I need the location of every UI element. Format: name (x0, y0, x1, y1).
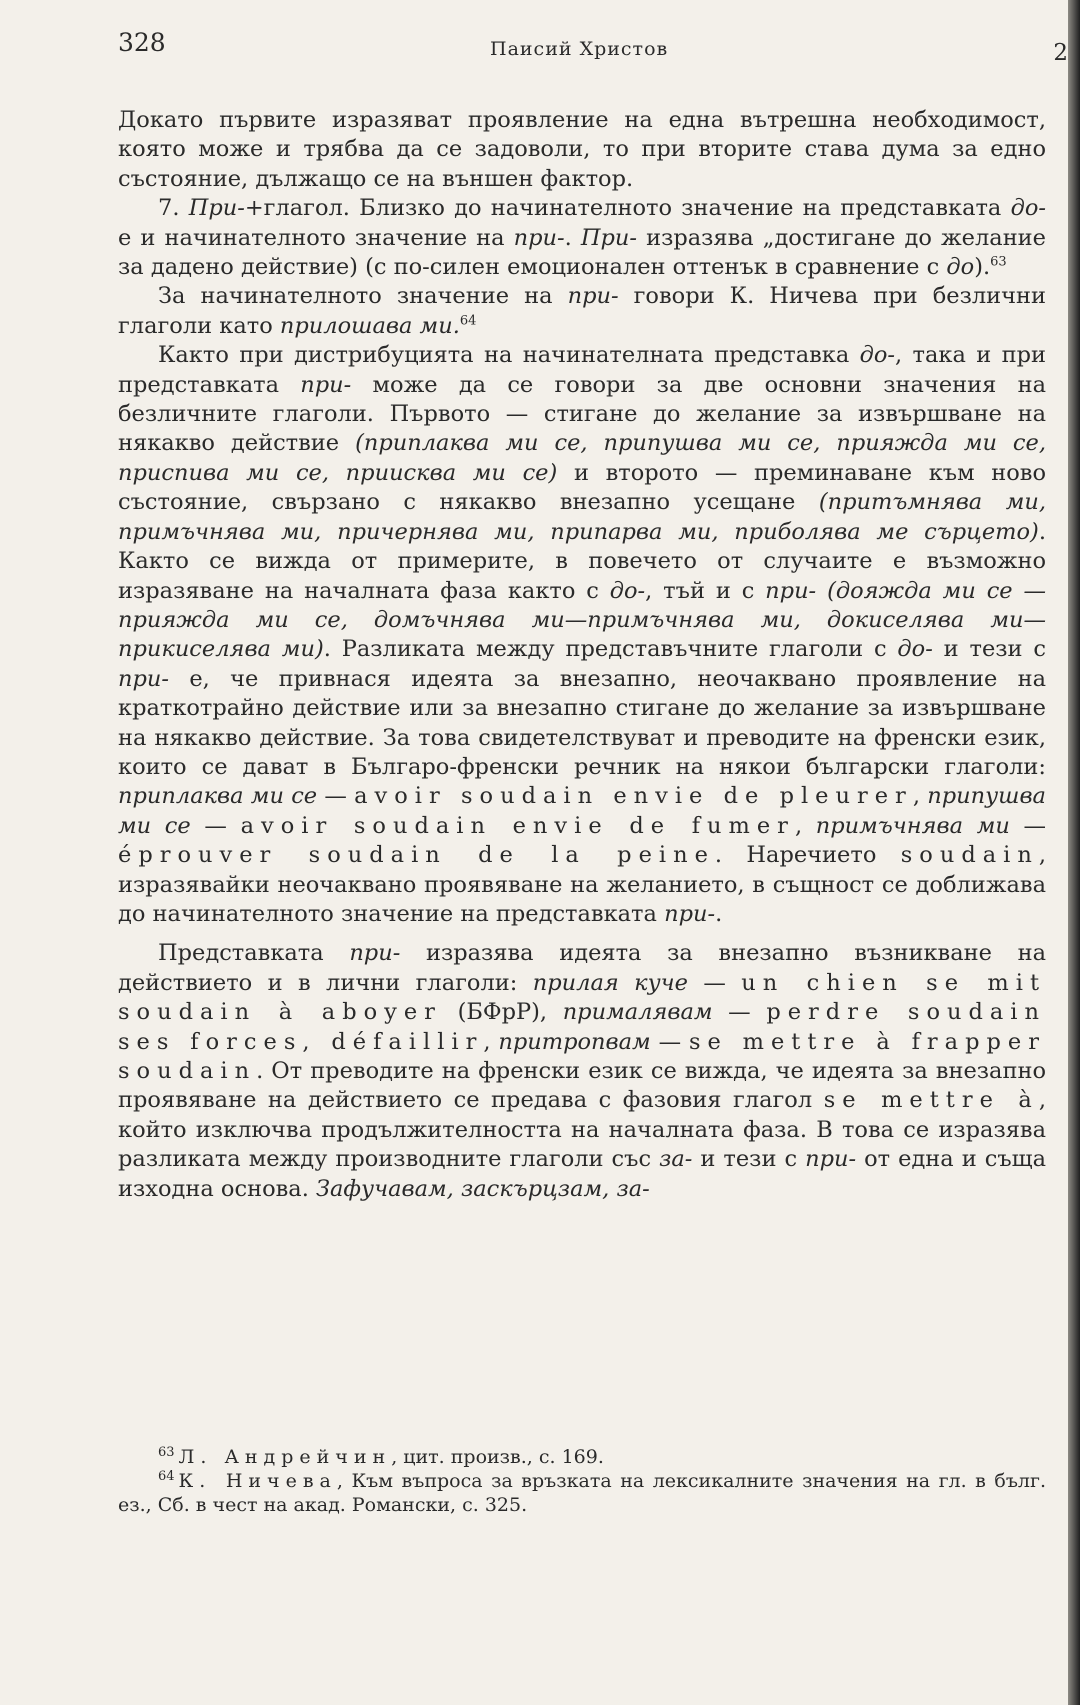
footnote-author: Л. Андрейчин (178, 1446, 392, 1468)
paragraph-1: Докато първите изразяват проявление на една вътрешна необходимост, която може и трябва да се задоволи, то при вторите става дума за едно състояние, дължащо се на външен фактор. (118, 107, 1046, 192)
footnote-number: 63 (158, 1444, 175, 1460)
footnote-ref-63[interactable]: 63 (990, 254, 1007, 270)
paragraph-3: За начинателното значение на при- говори К. Ничева при безлични глаголи като прилошава ми.$^{64}$ (118, 283, 1046, 339)
page-header (118, 22, 1068, 66)
footnote-number: 64 (158, 1468, 175, 1484)
book-spine-shadow (1068, 0, 1080, 1705)
running-title: Паисий Христов (490, 38, 669, 60)
paragraph-4: Както при дистрибуцията на начинателната представка до-, така и при представката при- може да се говори за две основни значения на безличните глаголи. Първото — стигане до желание за извършване на някакво действие (приплаква ми се, припушва ми се, прияжда ми се, приспива ми се, приисква ми се) и второто — преминаване към ново състояние, свързано с някакво внезапно усещане (притъмнява ми, примъчнява ми, причернява ми, припарва ми, приболява ме сърцето). Както се вижда от примерите, в повечето от случаите е възможно изразяване на началната фаза както с до-, тъй и с при- (дояжда ми се — прияжда ми се, домъчнява ми—примъчнява ми, докиселява ми—прикиселява ми). Разликата между представъчните глаголи с до- и тези с при- е, че привнася идеята за внезапно, неочаквано проявление на краткотрайно действие или за внезапно стигане до желание за извършване на някакво действие. За това свидетелствуват и преводите на френски език, които се дават в Българо-френски речник на някои български глаголи: приплаква ми се — avoir soudain envie de pleurer, припушва ми се — avoir soudain envie de fumer, примъчнява ми — éprouver soudain de la peine. Наречието soudain, изразявайки неочаквано проявяване на желанието, в същност се доближава до начинателното значение на представката при-. (118, 342, 1047, 927)
paragraph-2: 7. При-+глагол. Близко до начинателното значение на представката до- е и начинателното значение на при-. При- изразява „достигане до желание за дадено действие) (с по-силен емоционален оттенък в сравнение с до).$^{63}$ (118, 195, 1046, 281)
footnote-63: $^{63}$ Л. Андрейчин, цит. произв., с. 169. (158, 1444, 604, 1468)
paragraph-5: Представката при- изразява идеята за внезапно възникване на действието и в лични глаголи: прилая куче — un chien se mit soudain à aboyer (БФрР), прималявам — perdre soudain ses forces, défaillir, притропвам — se mettre à frapper soudain. От преводите на френски език се вижда, че идеята за внезапно проявяване на действието се предава с фазовия глагол se mettre à, който изключва продължителността на началната фаза. В това се изразява разликата между производните глаголи със за- и тези с при- от една и съща изходна основа. Зафучавам, заскърцзам, за- (118, 940, 1046, 1202)
page-number: 328 (118, 28, 166, 57)
footnote-author: К. Ничева (178, 1470, 337, 1492)
footnote-ref-64[interactable]: 64 (459, 313, 477, 329)
body-text (118, 106, 1046, 1204)
footnote-64: $^{64}$ К. Ничева, Към въпроса за връзката на лексикалните значения на гл. в бълг. ез., Сб. в чест на акад. Романски, с. 325. (118, 1468, 1046, 1516)
footnotes (118, 1445, 1046, 1517)
edge-fragment: 2 (1053, 40, 1068, 66)
